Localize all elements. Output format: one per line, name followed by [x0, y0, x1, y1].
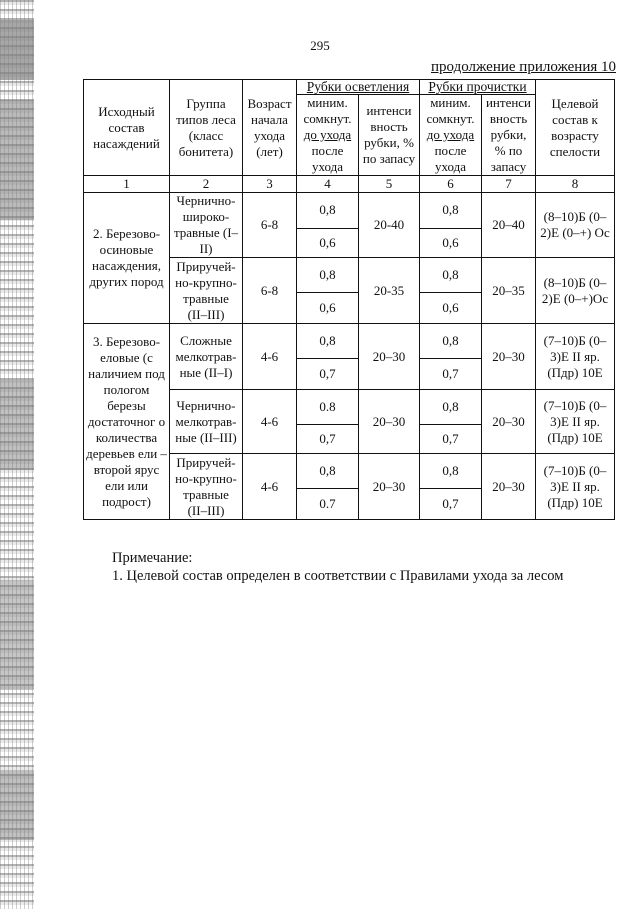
header-min-density-a — [297, 95, 359, 176]
col-num: 1 — [84, 176, 170, 193]
min-density-before-cell: 0,8 — [297, 193, 359, 229]
min-density-before-cell: 0,8 — [420, 390, 482, 425]
min-density-after-cell: 0,7 — [420, 425, 482, 454]
header-thinning-cuts — [420, 80, 536, 95]
col-num: 7 — [482, 176, 536, 193]
forest-group-cell: Чернично-широко-травные (I–II) — [170, 193, 243, 258]
min-density-after-cell: 0,7 — [297, 425, 359, 454]
header-min-density-b-after: после ухода — [434, 143, 467, 174]
composition-cell: 3. Березово-еловые (с наличием под пологом березы достаточног о количества деревьев ели – второй ярус ели или подрост) — [84, 324, 170, 520]
header-min-density-a-top: миним. сомкнут. — [303, 95, 352, 126]
col-num: 2 — [170, 176, 243, 193]
min-density-after-cell: 0,6 — [297, 293, 359, 324]
header-intensity-b: интенси вность рубки, % по запасу — [482, 95, 536, 176]
min-density-after-cell: 0.7 — [297, 489, 359, 520]
header-thinning-cuts-label: Рубки прочистки — [428, 79, 527, 94]
note-item: 1. Целевой состав определен в соответствии с Правилами ухода за лесом — [112, 568, 564, 584]
min-density-after-cell: 0,7 — [420, 359, 482, 390]
notes-section — [112, 549, 563, 585]
age-cell: 4-6 — [243, 324, 297, 390]
min-density-before-cell: 0,8 — [420, 193, 482, 229]
min-density-before-cell: 0,8 — [297, 324, 359, 359]
target-composition-cell: (8–10)Б (0–2)Е (0–+)Ос — [536, 258, 615, 324]
min-density-before-cell: 0,8 — [420, 454, 482, 489]
header-clearing-cuts-label: Рубки осветления — [306, 79, 410, 94]
col-num: 6 — [420, 176, 482, 193]
intensity-cell: 20–30 — [482, 390, 536, 454]
col-num: 3 — [243, 176, 297, 193]
header-min-density-b-before: до ухода — [426, 127, 475, 142]
intensity-cell: 20–30 — [359, 390, 420, 454]
col-num: 8 — [536, 176, 615, 193]
intensity-cell: 20-40 — [359, 193, 420, 258]
min-density-before-cell: 0,8 — [420, 324, 482, 359]
intensity-cell: 20–30 — [359, 454, 420, 520]
header-intensity-a: интенси вность рубки, % по запасу — [359, 95, 420, 176]
min-density-after-cell: 0,7 — [297, 359, 359, 390]
min-density-after-cell: 0,6 — [420, 228, 482, 257]
min-density-after-cell: 0,6 — [297, 228, 359, 257]
forest-group-cell: Чернично-мелкотрав-ные (II–III) — [170, 390, 243, 454]
header-min-density-a-after: после ухода — [311, 143, 344, 174]
min-density-after-cell: 0,7 — [420, 489, 482, 520]
header-start-age: Возраст начала ухода (лет) — [243, 80, 297, 176]
age-cell: 6-8 — [243, 258, 297, 324]
page-number: 295 — [310, 38, 330, 53]
age-cell: 6-8 — [243, 193, 297, 258]
table-row — [84, 324, 615, 359]
intensity-cell: 20–30 — [482, 324, 536, 390]
header-composition: Исходный состав насаждений — [84, 80, 170, 176]
intensity-cell: 20-35 — [359, 258, 420, 324]
header-target-composition: Целевой состав к возрасту спелости — [536, 80, 615, 176]
min-density-after-cell: 0,6 — [420, 293, 482, 324]
intensity-cell: 20–30 — [482, 454, 536, 520]
continuation-label: продолжение приложения 10 — [431, 59, 616, 75]
column-number-row — [84, 176, 615, 193]
min-density-before-cell: 0,8 — [297, 258, 359, 293]
target-composition-cell: (7–10)Б (0–3)Е II яр. (Пдр) 10Е — [536, 454, 615, 520]
forest-group-cell: Приручей-но-крупно-травные (II–III) — [170, 258, 243, 324]
col-num: 5 — [359, 176, 420, 193]
header-min-density-a-before: до ухода — [303, 127, 352, 142]
target-composition-cell: (7–10)Б (0–3)Е II яр. (Пдр) 10Е — [536, 324, 615, 390]
intensity-cell: 20–40 — [482, 193, 536, 258]
intensity-cell: 20–35 — [482, 258, 536, 324]
composition-cell: 2. Березово-осиновые насаждения, других пород — [84, 193, 170, 324]
notes-title: Примечание: — [112, 550, 193, 566]
min-density-before-cell: 0,8 — [297, 454, 359, 489]
header-forest-group: Группа типов леса (класс бонитета) — [170, 80, 243, 176]
min-density-before-cell: 0,8 — [420, 258, 482, 293]
age-cell: 4-6 — [243, 390, 297, 454]
scan-artifact-edge — [0, 0, 34, 909]
table-row — [84, 193, 615, 229]
age-cell: 4-6 — [243, 454, 297, 520]
col-num: 4 — [297, 176, 359, 193]
intensity-cell: 20–30 — [359, 324, 420, 390]
header-min-density-b-top: миним. сомкнут. — [426, 95, 475, 126]
min-density-before-cell: 0.8 — [297, 390, 359, 425]
target-composition-cell: (8–10)Б (0–2)Е (0–+) Ос — [536, 193, 615, 258]
forest-group-cell: Сложные мелкотрав-ные (II–I) — [170, 324, 243, 390]
header-min-density-b — [420, 95, 482, 176]
forest-group-cell: Приручей-но-крупно-травные (II–III) — [170, 454, 243, 520]
header-clearing-cuts — [297, 80, 420, 95]
target-composition-cell: (7–10)Б (0–3)Е II яр. (Пдр) 10Е — [536, 390, 615, 454]
forest-care-table — [83, 79, 615, 520]
